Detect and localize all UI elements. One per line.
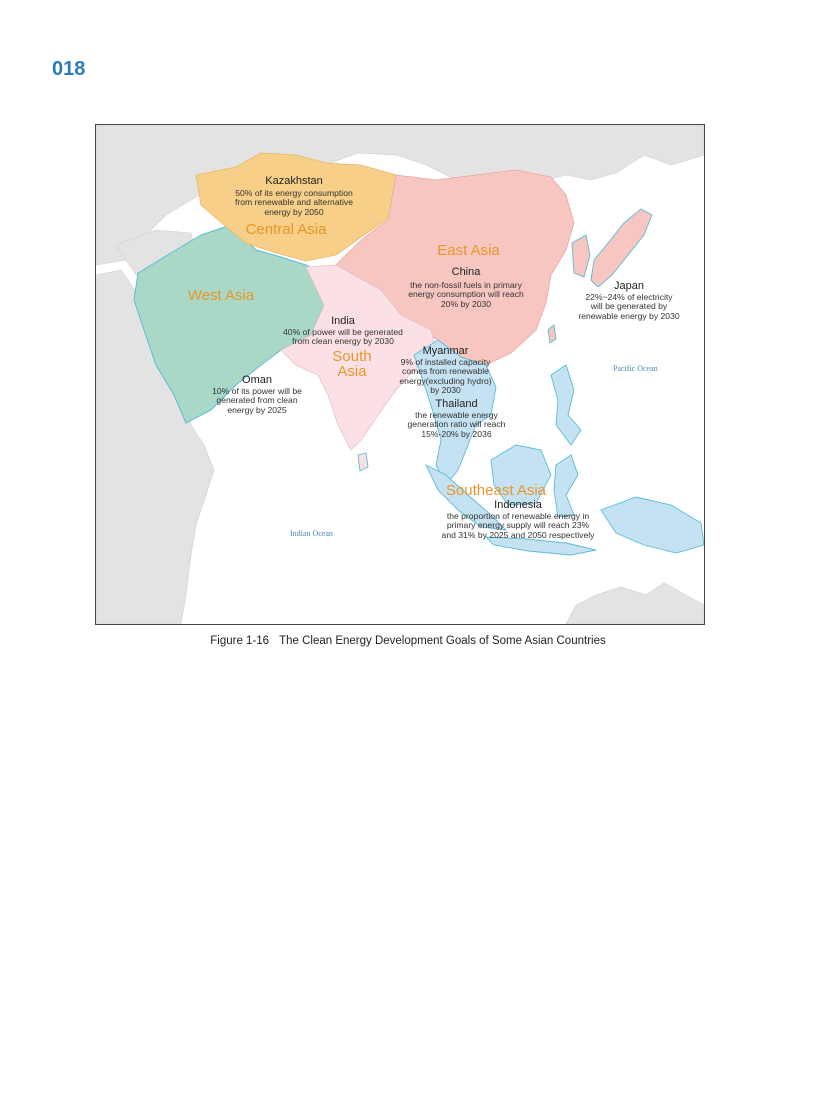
figure-caption (0, 635, 816, 647)
india-callout (268, 316, 418, 347)
region-korea (572, 235, 590, 277)
region-sri-lanka (358, 453, 368, 471)
region-new-guinea (601, 497, 704, 553)
thailand-name: Thailand (435, 398, 478, 410)
indonesia-goal: the proportion of renewable energy in primary energy supply will reach 23% and 31% by 2025 and 2050 respectively (441, 511, 595, 540)
label-east-asia: East Asia (437, 242, 500, 259)
region-taiwan (548, 325, 556, 343)
oman-name: Oman (242, 374, 272, 386)
land-australia (566, 583, 704, 624)
kazakhstan-name: Kazakhstan (265, 175, 323, 187)
japan-callout (564, 281, 694, 321)
myanmar-goal: 9% of installed capacity comes from renewable energy(excluding hydro) by 2030 (399, 357, 492, 395)
japan-goal: 22%~24% of electricity will be generated by renewable energy by 2030 (578, 292, 680, 321)
asia-map (95, 124, 705, 625)
figure-title: The Clean Energy Development Goals of Some Asian Countries (279, 635, 606, 647)
kazakhstan-goal: 50% of its energy consumption from renewable and alternative energy by 2050 (235, 188, 353, 217)
indonesia-callout (428, 500, 608, 540)
kazakhstan-callout (214, 176, 374, 217)
label-central-asia: Central Asia (245, 221, 327, 238)
page-number: 018 (52, 58, 86, 80)
india-goal: 40% of power will be generated from clean energy by 2030 (283, 327, 403, 347)
thailand-callout (394, 399, 519, 439)
region-philippines (551, 365, 581, 445)
china-goal: the non-fossil fuels in primary energy consumption will reach 20% by 2030 (408, 280, 524, 309)
india-name: India (331, 315, 355, 327)
myanmar-callout (388, 346, 503, 395)
figure-number: Figure 1-16 (210, 635, 270, 647)
region-japan (591, 209, 652, 287)
indonesia-name: Indonesia (494, 499, 542, 511)
label-indian-ocean: Indian Ocean (290, 529, 333, 538)
japan-name: Japan (614, 280, 644, 292)
china-callout (386, 267, 546, 309)
label-south-asia: South Asia (332, 348, 372, 380)
oman-goal: 10% of its power will be generated from clean energy by 2025 (212, 386, 302, 415)
label-pacific-ocean: Pacific Ocean (613, 364, 658, 373)
myanmar-name: Myanmar (422, 345, 469, 357)
thailand-goal: the renewable energy generation ratio will reach 15%-20% by 2036 (407, 410, 506, 439)
oman-callout (202, 375, 312, 415)
label-west-asia: West Asia (187, 287, 255, 304)
label-southeast-asia: Southeast Asia (445, 482, 547, 499)
china-name: China (451, 266, 481, 278)
